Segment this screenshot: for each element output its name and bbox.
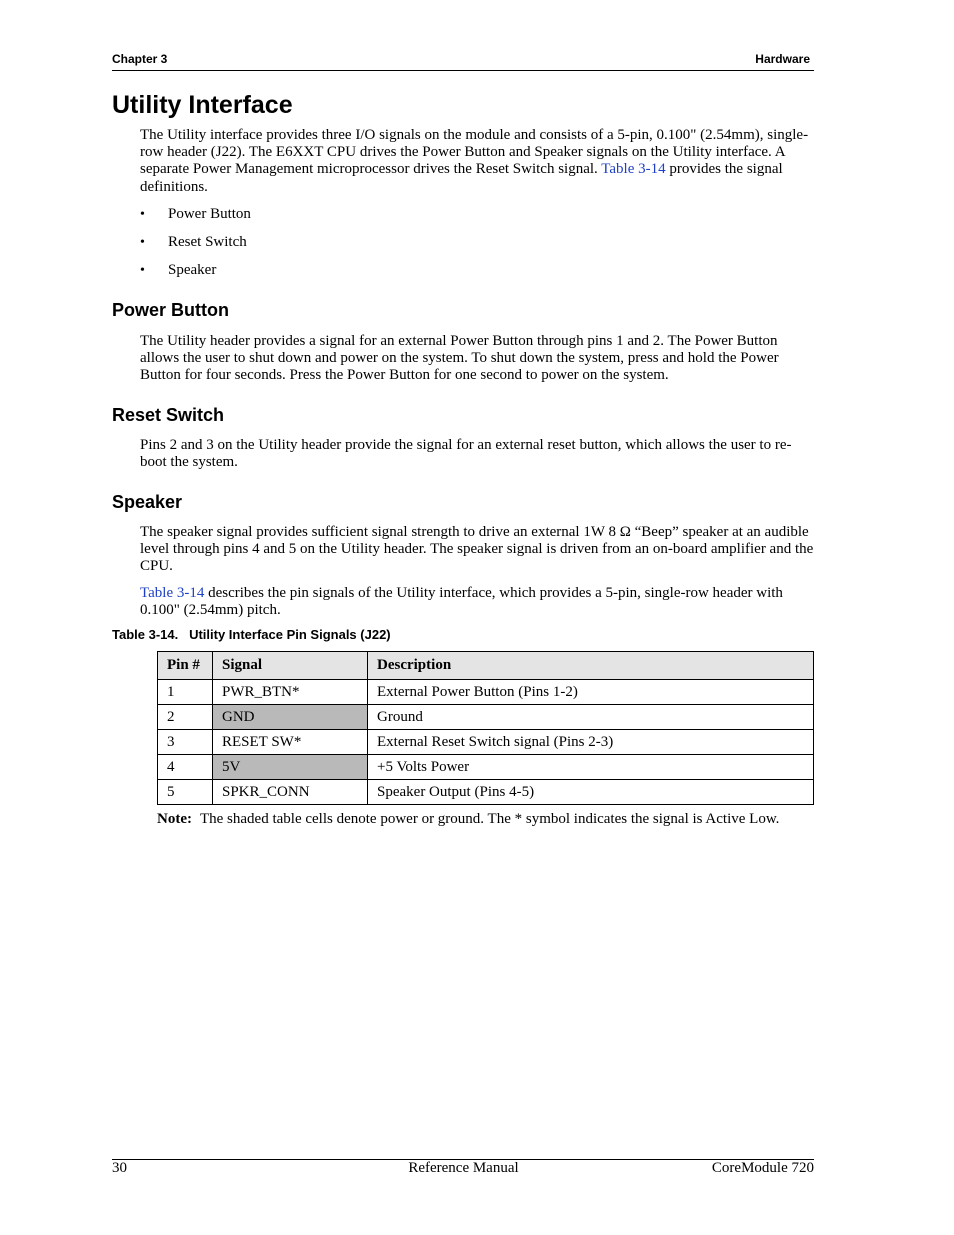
bullet-text: Power Button <box>168 206 251 222</box>
note-label: Note: <box>157 811 192 827</box>
description-cell: Ground <box>368 705 814 730</box>
signal-cell-shaded: 5V <box>213 755 368 780</box>
column-header-pin: Pin # <box>158 652 213 680</box>
bullet-icon: • <box>140 235 145 250</box>
pin-cell: 3 <box>158 730 213 755</box>
bullet-text: Reset Switch <box>168 234 247 250</box>
table-reference-text: describes the pin signals of the Utility interface, which provides a 5-pin, single-row header with 0.100" (2.54mm) pitch. <box>140 585 783 619</box>
intro-tail: provides the signal definitions. <box>140 161 783 195</box>
table-caption: Table 3-14. Utility Interface Pin Signals (J22) <box>112 627 391 642</box>
signal-cell: RESET SW* <box>213 730 368 755</box>
description-cell: External Reset Switch signal (Pins 2-3) <box>368 730 814 755</box>
header-rule <box>112 70 814 71</box>
pin-cell: 4 <box>158 755 213 780</box>
footer-product-name: CoreModule 720 <box>711 1160 814 1176</box>
reset-switch-paragraph: Pins 2 and 3 on the Utility header provide the signal for an external reset button, which allows the user to re-boot the system. <box>140 437 792 471</box>
table-row <box>158 680 814 705</box>
pin-cell: 1 <box>158 680 213 705</box>
speaker-paragraph: The speaker signal provides sufficient signal strength to drive an external 1W 8 Ω “Beep” speaker at an audible level through pins 4 and 5 on the Utility header. The speaker signal is driven from an on-board amplifier and the CPU. <box>140 524 814 575</box>
table-header-row <box>158 652 814 680</box>
pin-cell: 5 <box>158 780 213 805</box>
bullet-icon: • <box>140 207 145 222</box>
page-title: Utility Interface <box>112 91 293 119</box>
description-cell: Speaker Output (Pins 4-5) <box>368 780 814 805</box>
column-header-description: Description <box>368 652 814 680</box>
heading-speaker: Speaker <box>112 492 183 512</box>
heading-reset-switch: Reset Switch <box>112 405 225 425</box>
signal-cell: PWR_BTN* <box>213 680 368 705</box>
table-note <box>157 811 779 828</box>
bullet-text: Speaker <box>168 262 217 278</box>
note-text: The shaded table cells denote power or ground. The * symbol indicates the signal is Active Low. <box>199 811 780 827</box>
table-row <box>158 755 814 780</box>
power-button-paragraph: The Utility header provides a signal for an external Power Button through pins 1 and 2. The Power Button allows the user to shut down and power on the system. To shut down the system, press and hold the Power Button for four seconds. Press the Power Button for one second to power on the system. <box>140 333 779 384</box>
pin-signals-table <box>157 651 814 805</box>
table-row <box>158 780 814 805</box>
pin-cell: 2 <box>158 705 213 730</box>
running-header-section: Hardware <box>755 52 810 66</box>
heading-power-button: Power Button <box>112 300 229 320</box>
table-row <box>158 705 814 730</box>
signal-cell: SPKR_CONN <box>213 780 368 805</box>
footer-document-title: Reference Manual <box>408 1160 519 1176</box>
column-header-signal: Signal <box>213 652 368 680</box>
intro-paragraph <box>140 127 816 196</box>
description-cell: +5 Volts Power <box>368 755 814 780</box>
intro-text: The Utility interface provides three I/O signals on the module and consists of a 5-pin, 0.100" (2.54mm), single-row header (J22). The E6XXT CPU drives the Power Button and Speaker signals on the Utility interface. A separate Power Management microprocessor drives the Reset Switch signal. <box>140 127 809 178</box>
running-header-chapter: Chapter 3 <box>112 52 168 66</box>
table-row <box>158 730 814 755</box>
description-cell: External Power Button (Pins 1-2) <box>368 680 814 705</box>
bullet-icon: • <box>140 263 145 278</box>
table-link-speaker[interactable]: Table 3-14 <box>140 585 205 601</box>
table-link-intro[interactable]: Table 3-14 <box>601 161 666 178</box>
footer-page-number: 30 <box>112 1160 127 1176</box>
signal-cell-shaded: GND <box>213 705 368 730</box>
table-reference-paragraph <box>140 585 816 619</box>
